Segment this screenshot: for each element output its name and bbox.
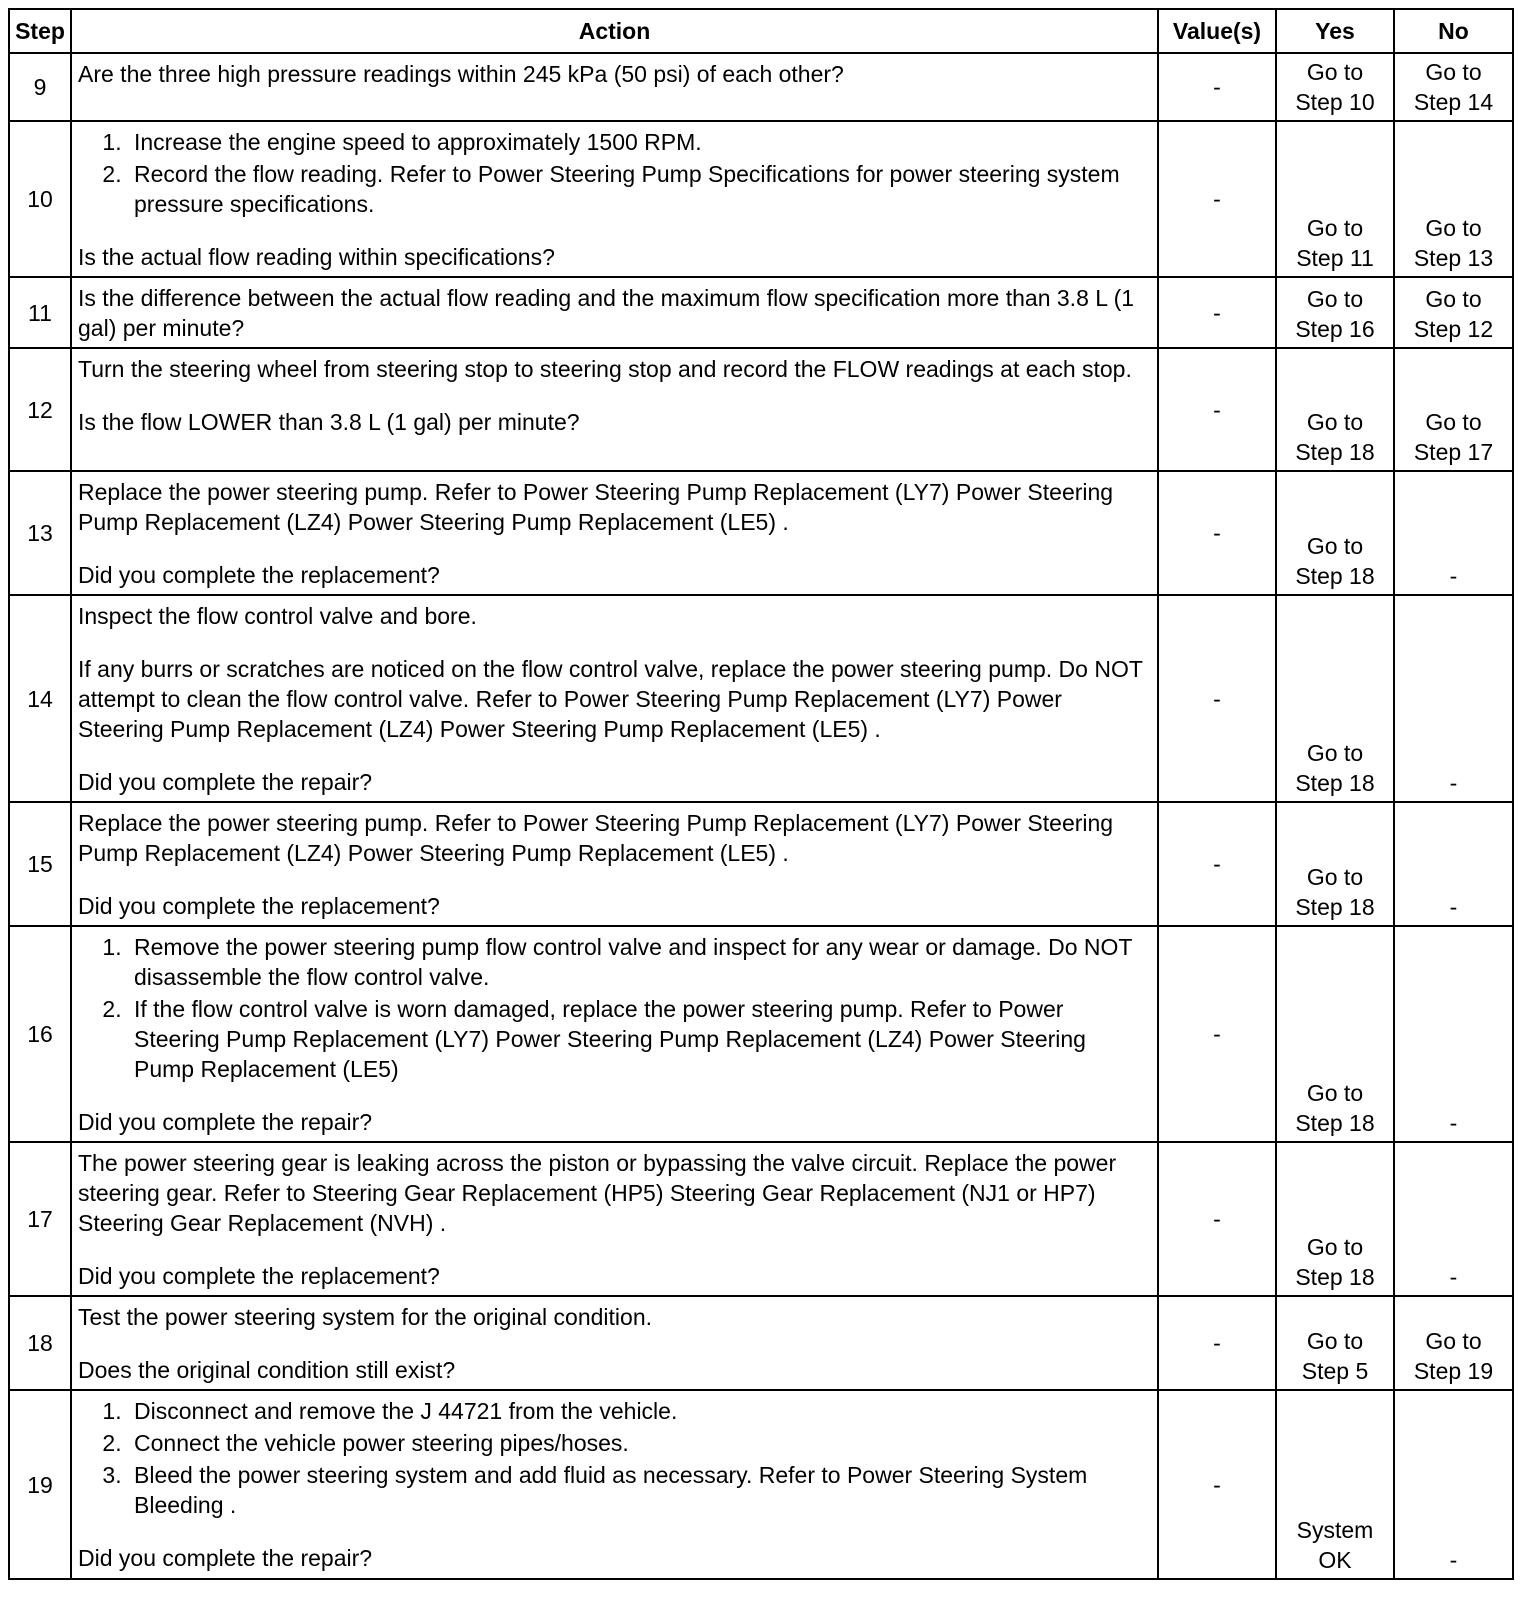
- no-cell: [1394, 471, 1513, 595]
- yes-line: Go to: [1306, 409, 1364, 435]
- step-number: 18: [9, 1296, 71, 1390]
- action-question: Did you complete the repair?: [78, 769, 373, 795]
- action-text: Replace the power steering pump. Refer to Power Steering Pump Replacement (LY7) Power Steering Pump Replacement (LZ4) Power Steering Pump Replacement (LE5) .: [78, 810, 1114, 866]
- table-row: [9, 471, 1513, 595]
- table-row: [9, 277, 1513, 348]
- action-list: [78, 932, 1149, 1084]
- no-cell: [1394, 1390, 1513, 1579]
- action-text: Is the difference between the actual flow reading and the maximum flow specification more than 3.8 L (1 gal) per minute?: [78, 285, 1135, 341]
- table-header: [9, 9, 1513, 53]
- yes-cell: [1276, 926, 1394, 1142]
- yes-line: Go to: [1306, 740, 1364, 766]
- yes-cell: [1276, 348, 1394, 471]
- no-cell: [1394, 53, 1513, 121]
- action-cell: [71, 348, 1158, 471]
- yes-cell: [1276, 802, 1394, 926]
- value-cell: -: [1158, 1142, 1276, 1296]
- action-cell: [71, 471, 1158, 595]
- yes-cell: [1276, 277, 1394, 348]
- yes-line: Step 18: [1295, 563, 1375, 589]
- table-row: [9, 1296, 1513, 1390]
- value-cell: -: [1158, 121, 1276, 277]
- yes-line: Go to: [1306, 1328, 1364, 1354]
- no-cell: [1394, 595, 1513, 802]
- no-line: Step 13: [1413, 245, 1494, 271]
- step-number: 9: [9, 53, 71, 121]
- action-cell: [71, 277, 1158, 348]
- action-list-item: 2. Connect the vehicle power steering pipes/hoses.: [128, 1428, 1149, 1458]
- yes-line: Go to: [1306, 1080, 1364, 1106]
- header-action: Action: [71, 9, 1158, 53]
- no-cell: [1394, 348, 1513, 471]
- yes-line: Step 18: [1295, 894, 1375, 920]
- action-text: Inspect the flow control valve and bore.: [78, 603, 477, 629]
- action-list-item: 1. Increase the engine speed to approximately 1500 RPM.: [128, 127, 1149, 157]
- yes-line: Go to: [1306, 286, 1364, 312]
- step-number: 13: [9, 471, 71, 595]
- step-number: 17: [9, 1142, 71, 1296]
- yes-line: Go to: [1306, 533, 1364, 559]
- no-line: Go to: [1425, 215, 1482, 241]
- action-text: The power steering gear is leaking across the piston or bypassing the valve circuit. Replace the power steering gear. Refer to Steering Gear Replacement (HP5) Steering Gear Replacement (NJ1 or HP7) Steering Gear Replacement (NVH) .: [78, 1150, 1117, 1236]
- value-cell: -: [1158, 471, 1276, 595]
- no-cell: [1394, 1296, 1513, 1390]
- header-yes: Yes: [1276, 9, 1394, 53]
- action-list-item: 1. Remove the power steering pump flow control valve and inspect for any wear or damage. Do NOT disassemble the flow control valve.: [128, 932, 1149, 992]
- action-cell: [71, 1142, 1158, 1296]
- no-line: Step 14: [1413, 89, 1494, 115]
- yes-line: OK: [1318, 1547, 1352, 1573]
- action-cell: [71, 802, 1158, 926]
- table-row: [9, 348, 1513, 471]
- step-number: 14: [9, 595, 71, 802]
- no-cell: [1394, 802, 1513, 926]
- yes-line: Step 5: [1301, 1358, 1369, 1384]
- action-list-item: 2. If the flow control valve is worn damaged, replace the power steering pump. Refer to Power Steering Pump Replacement (LY7) Power Steering Pump Replacement (LZ4) Power Steering Pump Replacement (LE5): [128, 994, 1149, 1084]
- no-cell: [1394, 121, 1513, 277]
- yes-cell: [1276, 471, 1394, 595]
- yes-line: Step 16: [1295, 316, 1375, 342]
- no-line: -: [1449, 894, 1458, 920]
- no-line: -: [1449, 1264, 1458, 1290]
- yes-cell: [1276, 1390, 1394, 1579]
- no-line: Go to: [1425, 409, 1482, 435]
- yes-line: System: [1296, 1517, 1374, 1543]
- table-row: [9, 121, 1513, 277]
- step-number: 19: [9, 1390, 71, 1579]
- action-cell: [71, 595, 1158, 802]
- yes-cell: [1276, 595, 1394, 802]
- action-cell: [71, 121, 1158, 277]
- action-list-item: 3. Bleed the power steering system and add fluid as necessary. Refer to Power Steering System Bleeding .: [128, 1460, 1149, 1520]
- action-text: Are the three high pressure readings within 245 kPa (50 psi) of each other?: [78, 61, 844, 87]
- header-values: Value(s): [1158, 9, 1276, 53]
- yes-line: Step 18: [1295, 1264, 1375, 1290]
- yes-line: Go to: [1306, 59, 1364, 85]
- action-question: Did you complete the replacement?: [78, 562, 440, 588]
- table-row: [9, 53, 1513, 121]
- no-cell: [1394, 1142, 1513, 1296]
- step-number: 15: [9, 802, 71, 926]
- no-line: Go to: [1425, 1328, 1482, 1354]
- value-cell: -: [1158, 595, 1276, 802]
- yes-line: Step 10: [1295, 89, 1375, 115]
- value-cell: -: [1158, 53, 1276, 121]
- action-list-item: 2. Record the flow reading. Refer to Power Steering Pump Specifications for power steering system pressure specifications.: [128, 159, 1149, 219]
- action-question: Did you complete the replacement?: [78, 893, 440, 919]
- action-question: Did you complete the repair?: [78, 1109, 373, 1135]
- no-line: -: [1449, 563, 1458, 589]
- action-cell: [71, 1390, 1158, 1579]
- no-cell: [1394, 277, 1513, 348]
- step-number: 16: [9, 926, 71, 1142]
- yes-cell: [1276, 121, 1394, 277]
- header-no: No: [1394, 9, 1513, 53]
- no-line: Go to: [1425, 286, 1482, 312]
- action-question: Does the original condition still exist?: [78, 1357, 456, 1383]
- no-line: -: [1449, 770, 1458, 796]
- action-text: Replace the power steering pump. Refer to Power Steering Pump Replacement (LY7) Power Steering Pump Replacement (LZ4) Power Steering Pump Replacement (LE5) .: [78, 479, 1114, 535]
- yes-line: Step 11: [1296, 245, 1374, 271]
- yes-line: Go to: [1306, 215, 1364, 241]
- yes-cell: [1276, 53, 1394, 121]
- action-question: Did you complete the repair?: [78, 1545, 373, 1571]
- no-line: Step 12: [1413, 316, 1494, 342]
- step-number: 10: [9, 121, 71, 277]
- no-cell: [1394, 926, 1513, 1142]
- table-row: [9, 1142, 1513, 1296]
- no-line: Go to: [1425, 59, 1482, 85]
- yes-line: Step 18: [1295, 770, 1375, 796]
- value-cell: -: [1158, 1390, 1276, 1579]
- yes-line: Go to: [1306, 1234, 1364, 1260]
- action-question: Is the flow LOWER than 3.8 L (1 gal) per minute?: [78, 409, 580, 435]
- action-list: [78, 127, 1149, 219]
- action-question: Did you complete the replacement?: [78, 1263, 440, 1289]
- action-text: Test the power steering system for the original condition.: [78, 1304, 653, 1330]
- yes-cell: [1276, 1296, 1394, 1390]
- action-cell: [71, 53, 1158, 121]
- table-row: [9, 926, 1513, 1142]
- action-list-item: 1. Disconnect and remove the J 44721 from the vehicle.: [128, 1396, 1149, 1426]
- step-number: 12: [9, 348, 71, 471]
- yes-line: Step 18: [1295, 1110, 1375, 1136]
- diagnostic-table: [8, 8, 1514, 1580]
- table-row: [9, 1390, 1513, 1579]
- yes-line: Go to: [1306, 864, 1364, 890]
- no-line: Step 17: [1413, 439, 1494, 465]
- no-line: -: [1449, 1547, 1458, 1573]
- step-number: 11: [9, 277, 71, 348]
- table-row: [9, 802, 1513, 926]
- table-row: [9, 595, 1513, 802]
- value-cell: -: [1158, 277, 1276, 348]
- action-list: [78, 1396, 1149, 1520]
- header-step: Step: [9, 9, 71, 53]
- action-text: If any burrs or scratches are noticed on the flow control valve, replace the power steering pump. Do NOT attempt to clean the flow control valve. Refer to Power Steering Pump Replacement (LY7) Power Steering Pump Replacement (LZ4) Power Steering Pump Replacement (LE5) .: [78, 656, 1143, 742]
- yes-cell: [1276, 1142, 1394, 1296]
- no-line: Step 19: [1413, 1358, 1494, 1384]
- value-cell: -: [1158, 348, 1276, 471]
- value-cell: -: [1158, 926, 1276, 1142]
- action-cell: [71, 926, 1158, 1142]
- value-cell: -: [1158, 802, 1276, 926]
- no-line: -: [1449, 1110, 1458, 1136]
- action-cell: [71, 1296, 1158, 1390]
- yes-line: Step 18: [1295, 439, 1375, 465]
- value-cell: -: [1158, 1296, 1276, 1390]
- action-question: Is the actual flow reading within specifications?: [78, 244, 555, 270]
- action-text: Turn the steering wheel from steering stop to steering stop and record the FLOW readings at each stop.: [78, 356, 1132, 382]
- table-body: [9, 53, 1513, 1579]
